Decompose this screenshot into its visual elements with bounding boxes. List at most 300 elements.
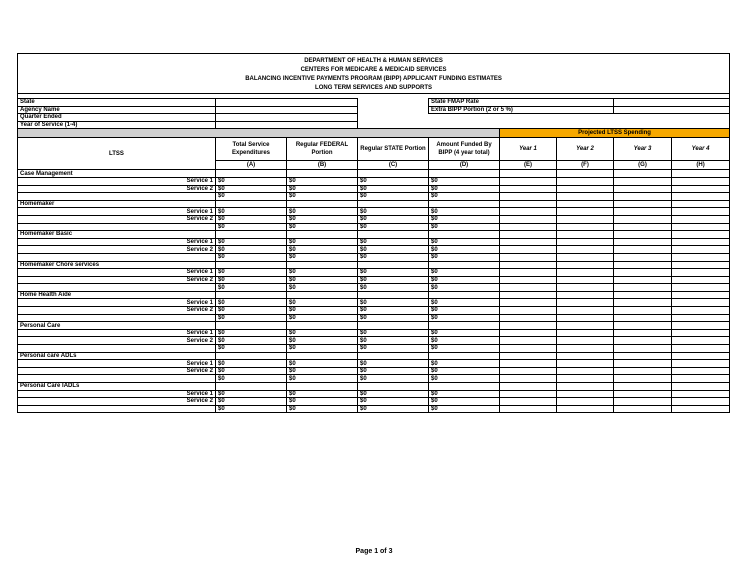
input-h[interactable]	[672, 185, 730, 193]
header-table	[17, 53, 730, 413]
empty-cell	[614, 170, 672, 178]
value-a: $0	[216, 390, 287, 398]
empty-cell	[429, 170, 500, 178]
empty-cell	[358, 291, 429, 299]
input-h[interactable]	[672, 307, 730, 315]
input-f[interactable]	[557, 215, 614, 223]
empty-cell	[500, 231, 557, 239]
input-g[interactable]	[614, 314, 672, 322]
ltss-rows	[18, 170, 730, 413]
category-label: Homemaker Chore services	[18, 261, 216, 269]
empty-cell	[672, 200, 730, 208]
value-c: $0	[358, 345, 429, 353]
input-f[interactable]	[557, 253, 614, 261]
input-e[interactable]	[500, 223, 557, 231]
value-a: $0	[216, 345, 287, 353]
quarter-input[interactable]	[216, 114, 358, 122]
input-e[interactable]	[500, 269, 557, 277]
input-g[interactable]	[614, 375, 672, 383]
input-e[interactable]	[500, 208, 557, 216]
input-e[interactable]	[500, 238, 557, 246]
input-e[interactable]	[500, 307, 557, 315]
value-b: $0	[287, 345, 358, 353]
input-h[interactable]	[672, 177, 730, 185]
input-g[interactable]	[614, 253, 672, 261]
input-h[interactable]	[672, 360, 730, 368]
input-g[interactable]	[614, 269, 672, 277]
value-a: $0	[216, 215, 287, 223]
input-g[interactable]	[614, 246, 672, 254]
input-f[interactable]	[557, 375, 614, 383]
category-label: Homemaker Basic	[18, 231, 216, 239]
header-line-3: BALANCING INCENTIVE PAYMENTS PROGRAM (BIPP) APPLICANT FUNDING ESTIMATES	[18, 75, 730, 84]
empty-cell	[557, 261, 614, 269]
input-h[interactable]	[672, 375, 730, 383]
col-year3-header: Year 3	[614, 138, 672, 161]
empty-cell	[614, 200, 672, 208]
input-f[interactable]	[557, 345, 614, 353]
value-d: $0	[429, 185, 500, 193]
input-g[interactable]	[614, 238, 672, 246]
input-g[interactable]	[614, 329, 672, 337]
input-g[interactable]	[614, 367, 672, 375]
input-h[interactable]	[672, 253, 730, 261]
empty-cell	[358, 383, 429, 391]
value-c: $0	[358, 177, 429, 185]
total-label	[18, 253, 216, 261]
value-d: $0	[429, 398, 500, 406]
input-e[interactable]	[500, 329, 557, 337]
empty-cell	[358, 200, 429, 208]
input-f[interactable]	[557, 208, 614, 216]
table-row	[18, 345, 730, 353]
input-h[interactable]	[672, 367, 730, 375]
empty-cell	[500, 291, 557, 299]
table-row	[18, 208, 730, 216]
input-h[interactable]	[672, 314, 730, 322]
input-f[interactable]	[557, 329, 614, 337]
input-h[interactable]	[672, 299, 730, 307]
value-d: $0	[429, 360, 500, 368]
input-f[interactable]	[557, 223, 614, 231]
empty-cell	[429, 322, 500, 330]
total-label	[18, 223, 216, 231]
total-label	[18, 375, 216, 383]
empty-cell	[358, 231, 429, 239]
ltss-column-header: LTSS	[18, 138, 216, 170]
table-row	[18, 276, 730, 284]
value-c: $0	[358, 276, 429, 284]
input-e[interactable]	[500, 246, 557, 254]
empty-cell	[614, 231, 672, 239]
value-b: $0	[287, 193, 358, 201]
input-f[interactable]	[557, 405, 614, 413]
input-g[interactable]	[614, 223, 672, 231]
empty-cell	[614, 261, 672, 269]
value-a: $0	[216, 398, 287, 406]
empty-cell	[500, 261, 557, 269]
category-row	[18, 322, 730, 330]
table-row	[18, 405, 730, 413]
input-h[interactable]	[672, 337, 730, 345]
state-input[interactable]	[216, 99, 358, 107]
table-row	[18, 269, 730, 277]
empty-cell	[557, 291, 614, 299]
empty-cell	[216, 200, 287, 208]
input-h[interactable]	[672, 345, 730, 353]
input-f[interactable]	[557, 307, 614, 315]
value-b: $0	[287, 238, 358, 246]
total-label	[18, 314, 216, 322]
input-f[interactable]	[557, 314, 614, 322]
value-b: $0	[287, 398, 358, 406]
value-c: $0	[358, 253, 429, 261]
value-b: $0	[287, 177, 358, 185]
header-line-2: CENTERS FOR MEDICARE & MEDICAID SERVICES	[18, 66, 730, 75]
input-h[interactable]	[672, 390, 730, 398]
empty-cell	[614, 352, 672, 360]
category-label: Personal Care IADLs	[18, 383, 216, 391]
agency-label: Agency Name	[18, 106, 216, 114]
category-row	[18, 383, 730, 391]
input-f[interactable]	[557, 367, 614, 375]
input-h[interactable]	[672, 193, 730, 201]
input-g[interactable]	[614, 215, 672, 223]
service-1-row-label: Service 1	[18, 177, 216, 185]
value-b: $0	[287, 307, 358, 315]
value-b: $0	[287, 367, 358, 375]
value-c: $0	[358, 337, 429, 345]
value-d: $0	[429, 337, 500, 345]
input-g[interactable]	[614, 337, 672, 345]
input-f[interactable]	[557, 193, 614, 201]
value-d: $0	[429, 177, 500, 185]
input-e[interactable]	[500, 360, 557, 368]
value-b: $0	[287, 223, 358, 231]
value-a: $0	[216, 177, 287, 185]
input-f[interactable]	[557, 276, 614, 284]
input-h[interactable]	[672, 329, 730, 337]
input-f[interactable]	[557, 185, 614, 193]
value-a: $0	[216, 193, 287, 201]
input-e[interactable]	[500, 314, 557, 322]
header-line-1: DEPARTMENT OF HEALTH & HUMAN SERVICES	[18, 57, 730, 66]
input-h[interactable]	[672, 223, 730, 231]
value-a: $0	[216, 314, 287, 322]
service-1-row-label: Service 1	[18, 329, 216, 337]
input-e[interactable]	[500, 253, 557, 261]
value-b: $0	[287, 390, 358, 398]
value-a: $0	[216, 269, 287, 277]
col-f-letter: (F)	[557, 161, 614, 170]
value-b: $0	[287, 253, 358, 261]
category-row	[18, 200, 730, 208]
empty-cell	[557, 200, 614, 208]
empty-cell	[500, 352, 557, 360]
input-f[interactable]	[557, 299, 614, 307]
value-a: $0	[216, 276, 287, 284]
col-b-header: Regular FEDERAL Portion	[287, 138, 358, 161]
value-b: $0	[287, 284, 358, 292]
value-a: $0	[216, 367, 287, 375]
funding-estimates-sheet	[17, 53, 729, 413]
value-d: $0	[429, 314, 500, 322]
input-e[interactable]	[500, 177, 557, 185]
input-h[interactable]	[672, 215, 730, 223]
value-c: $0	[358, 360, 429, 368]
value-d: $0	[429, 284, 500, 292]
value-c: $0	[358, 269, 429, 277]
input-e[interactable]	[500, 337, 557, 345]
value-a: $0	[216, 299, 287, 307]
table-row	[18, 360, 730, 368]
service-2-row-label: Service 2	[18, 367, 216, 375]
input-h[interactable]	[672, 269, 730, 277]
total-label	[18, 284, 216, 292]
value-a: $0	[216, 375, 287, 383]
value-a: $0	[216, 253, 287, 261]
input-f[interactable]	[557, 398, 614, 406]
input-e[interactable]	[500, 398, 557, 406]
input-g[interactable]	[614, 360, 672, 368]
table-row	[18, 238, 730, 246]
input-g[interactable]	[614, 185, 672, 193]
value-a: $0	[216, 329, 287, 337]
service-2-row-label: Service 2	[18, 398, 216, 406]
value-a: $0	[216, 405, 287, 413]
table-row	[18, 314, 730, 322]
value-d: $0	[429, 405, 500, 413]
value-d: $0	[429, 223, 500, 231]
input-h[interactable]	[672, 398, 730, 406]
value-b: $0	[287, 276, 358, 284]
category-row	[18, 170, 730, 178]
empty-cell	[287, 383, 358, 391]
input-g[interactable]	[614, 345, 672, 353]
table-row	[18, 185, 730, 193]
value-a: $0	[216, 223, 287, 231]
value-b: $0	[287, 215, 358, 223]
empty-cell	[672, 261, 730, 269]
extra-input[interactable]	[614, 106, 730, 114]
input-h[interactable]	[672, 284, 730, 292]
value-d: $0	[429, 276, 500, 284]
table-row	[18, 390, 730, 398]
category-row	[18, 261, 730, 269]
input-e[interactable]	[500, 345, 557, 353]
service-2-row-label: Service 2	[18, 307, 216, 315]
value-c: $0	[358, 375, 429, 383]
empty-cell	[287, 352, 358, 360]
input-h[interactable]	[672, 405, 730, 413]
value-d: $0	[429, 253, 500, 261]
input-g[interactable]	[614, 398, 672, 406]
total-label	[18, 405, 216, 413]
input-g[interactable]	[614, 284, 672, 292]
value-b: $0	[287, 246, 358, 254]
value-a: $0	[216, 337, 287, 345]
input-f[interactable]	[557, 269, 614, 277]
empty-cell	[672, 170, 730, 178]
year-label: Year of Service (1-4)	[18, 121, 216, 129]
input-h[interactable]	[672, 238, 730, 246]
input-g[interactable]	[614, 405, 672, 413]
input-h[interactable]	[672, 208, 730, 216]
category-label: Personal Care	[18, 322, 216, 330]
input-e[interactable]	[500, 375, 557, 383]
input-h[interactable]	[672, 276, 730, 284]
table-row	[18, 215, 730, 223]
input-h[interactable]	[672, 246, 730, 254]
input-e[interactable]	[500, 193, 557, 201]
value-c: $0	[358, 193, 429, 201]
table-row	[18, 375, 730, 383]
table-row	[18, 253, 730, 261]
input-g[interactable]	[614, 390, 672, 398]
value-c: $0	[358, 238, 429, 246]
input-g[interactable]	[614, 307, 672, 315]
category-label: Home Health Aide	[18, 291, 216, 299]
value-c: $0	[358, 329, 429, 337]
value-a: $0	[216, 360, 287, 368]
value-a: $0	[216, 246, 287, 254]
input-f[interactable]	[557, 238, 614, 246]
value-a: $0	[216, 307, 287, 315]
empty-cell	[216, 291, 287, 299]
input-g[interactable]	[614, 299, 672, 307]
empty-cell	[557, 352, 614, 360]
empty-cell	[672, 352, 730, 360]
value-d: $0	[429, 215, 500, 223]
input-e[interactable]	[500, 299, 557, 307]
value-c: $0	[358, 314, 429, 322]
empty-cell	[500, 322, 557, 330]
empty-cell	[429, 291, 500, 299]
value-d: $0	[429, 246, 500, 254]
value-b: $0	[287, 269, 358, 277]
value-c: $0	[358, 215, 429, 223]
value-c: $0	[358, 246, 429, 254]
value-d: $0	[429, 193, 500, 201]
empty-cell	[557, 170, 614, 178]
service-1-row-label: Service 1	[18, 238, 216, 246]
empty-cell	[672, 322, 730, 330]
empty-cell	[500, 200, 557, 208]
input-g[interactable]	[614, 177, 672, 185]
table-row	[18, 367, 730, 375]
input-e[interactable]	[500, 215, 557, 223]
fmap-label: State FMAP Rate	[429, 99, 614, 107]
empty-cell	[614, 291, 672, 299]
agency-input[interactable]	[216, 106, 358, 114]
col-year2-header: Year 2	[557, 138, 614, 161]
value-a: $0	[216, 238, 287, 246]
value-b: $0	[287, 375, 358, 383]
service-1-row-label: Service 1	[18, 390, 216, 398]
empty-cell	[216, 231, 287, 239]
table-row	[18, 337, 730, 345]
table-row	[18, 284, 730, 292]
empty-cell	[287, 231, 358, 239]
value-c: $0	[358, 185, 429, 193]
empty-cell	[287, 261, 358, 269]
value-d: $0	[429, 329, 500, 337]
input-e[interactable]	[500, 367, 557, 375]
empty-cell	[429, 261, 500, 269]
service-1-row-label: Service 1	[18, 360, 216, 368]
service-1-row-label: Service 1	[18, 299, 216, 307]
empty-cell	[614, 383, 672, 391]
fmap-input[interactable]	[614, 99, 730, 107]
year-input[interactable]	[216, 121, 358, 129]
col-c-header: Regular STATE Portion	[358, 138, 429, 161]
value-d: $0	[429, 307, 500, 315]
value-b: $0	[287, 299, 358, 307]
empty-cell	[358, 170, 429, 178]
empty-cell	[429, 200, 500, 208]
category-row	[18, 352, 730, 360]
value-b: $0	[287, 360, 358, 368]
value-c: $0	[358, 208, 429, 216]
input-f[interactable]	[557, 284, 614, 292]
input-g[interactable]	[614, 208, 672, 216]
input-g[interactable]	[614, 276, 672, 284]
input-e[interactable]	[500, 405, 557, 413]
value-c: $0	[358, 405, 429, 413]
col-e-letter: (E)	[500, 161, 557, 170]
empty-cell	[287, 170, 358, 178]
value-d: $0	[429, 269, 500, 277]
value-b: $0	[287, 185, 358, 193]
input-g[interactable]	[614, 193, 672, 201]
input-f[interactable]	[557, 360, 614, 368]
input-e[interactable]	[500, 276, 557, 284]
empty-cell	[557, 231, 614, 239]
category-label: Homemaker	[18, 200, 216, 208]
input-e[interactable]	[500, 390, 557, 398]
service-2-row-label: Service 2	[18, 337, 216, 345]
empty-cell	[614, 322, 672, 330]
input-f[interactable]	[557, 246, 614, 254]
input-e[interactable]	[500, 284, 557, 292]
total-label	[18, 193, 216, 201]
input-f[interactable]	[557, 337, 614, 345]
empty-cell	[287, 291, 358, 299]
value-b: $0	[287, 208, 358, 216]
value-c: $0	[358, 398, 429, 406]
value-c: $0	[358, 284, 429, 292]
service-1-row-label: Service 1	[18, 208, 216, 216]
extra-label: Extra BIPP Portion (2 or 5 %)	[429, 106, 614, 114]
input-f[interactable]	[557, 390, 614, 398]
empty-cell	[358, 352, 429, 360]
empty-cell	[672, 291, 730, 299]
empty-cell	[557, 383, 614, 391]
input-e[interactable]	[500, 185, 557, 193]
empty-cell	[216, 322, 287, 330]
col-d-letter: (D)	[429, 161, 500, 170]
service-2-row-label: Service 2	[18, 215, 216, 223]
header-line-4: LONG TERM SERVICES AND SUPPORTS	[18, 84, 730, 94]
table-row	[18, 177, 730, 185]
empty-cell	[429, 231, 500, 239]
value-d: $0	[429, 208, 500, 216]
table-row	[18, 193, 730, 201]
input-f[interactable]	[557, 177, 614, 185]
value-a: $0	[216, 208, 287, 216]
table-row	[18, 246, 730, 254]
quarter-label: Quarter Ended	[18, 114, 216, 122]
